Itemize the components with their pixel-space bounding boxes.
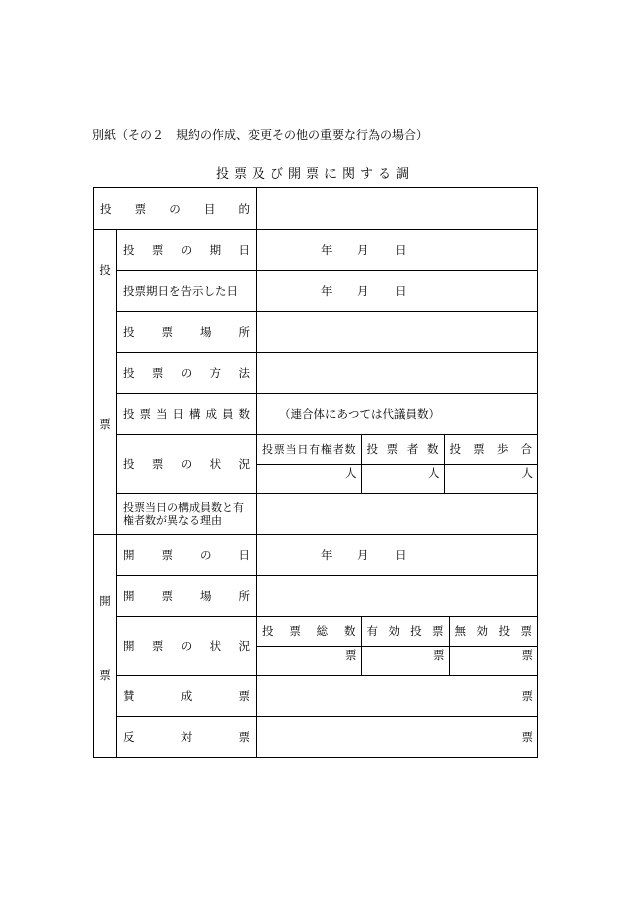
label-oppose: 反対票	[123, 730, 250, 744]
page-title: 投票及び開票に関する調	[215, 167, 414, 182]
row-count-place	[94, 576, 538, 617]
field-approve[interactable]	[257, 676, 538, 717]
year-label: 年	[321, 548, 333, 562]
field-invalid-ballots[interactable]	[449, 646, 537, 675]
label-count-date: 開票の日	[123, 548, 250, 562]
unit-ballot: 票	[521, 647, 533, 662]
month-label: 月	[357, 548, 369, 562]
month-label: 月	[357, 284, 369, 298]
field-total-ballots[interactable]	[257, 646, 361, 675]
day-label: 日	[395, 284, 407, 298]
row-vote-method	[94, 353, 538, 394]
row-members	[94, 394, 538, 435]
label-notice-date: 投票期日を告示した日	[123, 284, 238, 298]
vote-status-col-turnout: 投票歩合	[449, 442, 532, 457]
label-members: 投票当日構成員数	[123, 407, 250, 421]
label-vote-purpose: 投票の目的	[100, 201, 250, 216]
unit-ballot: 票	[345, 647, 357, 662]
label-approve: 賛成票	[123, 689, 250, 703]
row-reason	[94, 494, 538, 535]
row-count-status	[94, 617, 538, 676]
label-vote-method: 投票の方法	[123, 366, 250, 380]
count-status-col-invalid: 無効投票	[454, 624, 532, 639]
year-label: 年	[321, 284, 333, 298]
label-vote-date: 投票の期日	[123, 243, 250, 257]
field-vote-place[interactable]	[257, 312, 538, 353]
label-vote-place: 投票場所	[123, 325, 250, 339]
month-label: 月	[357, 243, 369, 257]
row-count-date	[94, 535, 538, 576]
field-reason[interactable]	[257, 494, 538, 535]
vote-status-col-voters: 投票者数	[366, 442, 439, 457]
field-valid-ballots[interactable]	[361, 646, 449, 675]
group-label-count-bottom: 票	[99, 668, 111, 682]
group-label-count-top: 開	[99, 594, 111, 608]
field-vote-method[interactable]	[257, 353, 538, 394]
unit-person: 人	[345, 465, 357, 480]
unit-ballot: 票	[433, 647, 445, 662]
unit-ballot: 票	[521, 730, 533, 744]
field-vote-purpose[interactable]	[257, 188, 538, 230]
row-notice-date	[94, 271, 538, 312]
day-label: 日	[395, 243, 407, 257]
count-status-col-valid: 有効投票	[366, 624, 444, 639]
label-vote-status: 投票の状況	[123, 457, 250, 471]
vote-status-table	[257, 435, 537, 493]
row-vote-status	[94, 435, 538, 494]
field-voter-count[interactable]	[361, 464, 444, 493]
row-oppose	[94, 717, 538, 758]
group-label-vote-top: 投	[99, 263, 111, 277]
unit-person: 人	[428, 465, 440, 480]
label-count-place: 開票場所	[123, 589, 250, 603]
group-label-vote-bottom: 票	[99, 417, 111, 431]
count-status-col-total: 投票総数	[262, 624, 356, 639]
row-vote-place	[94, 312, 538, 353]
label-count-status: 開票の状況	[123, 639, 250, 653]
label-reason: 投票当日の構成員数と有権者数が異なる理由	[123, 501, 244, 527]
field-members[interactable]	[257, 394, 538, 435]
unit-person: 人	[521, 465, 533, 480]
vote-status-col-eligible: 投票当日有権者数	[262, 443, 356, 457]
vote-count-form	[93, 187, 538, 758]
members-note: （連合体にあつては代議員数）	[279, 407, 440, 421]
field-notice-date[interactable]	[257, 271, 538, 312]
field-count-place[interactable]	[257, 576, 538, 617]
field-eligible-count[interactable]	[257, 464, 361, 493]
count-status-table	[257, 617, 537, 675]
page-header: 別紙（その２ 規約の作成、変更その他の重要な行為の場合）	[92, 128, 429, 142]
field-turnout[interactable]	[444, 464, 537, 493]
field-count-date[interactable]	[257, 535, 538, 576]
row-approve	[94, 676, 538, 717]
field-oppose[interactable]	[257, 717, 538, 758]
year-label: 年	[321, 243, 333, 257]
group-label-count	[94, 535, 117, 758]
row-vote-purpose	[94, 188, 538, 230]
day-label: 日	[395, 548, 407, 562]
field-vote-date[interactable]	[257, 230, 538, 271]
row-vote-date	[94, 230, 538, 271]
group-label-vote	[94, 230, 117, 535]
unit-ballot: 票	[521, 689, 533, 703]
